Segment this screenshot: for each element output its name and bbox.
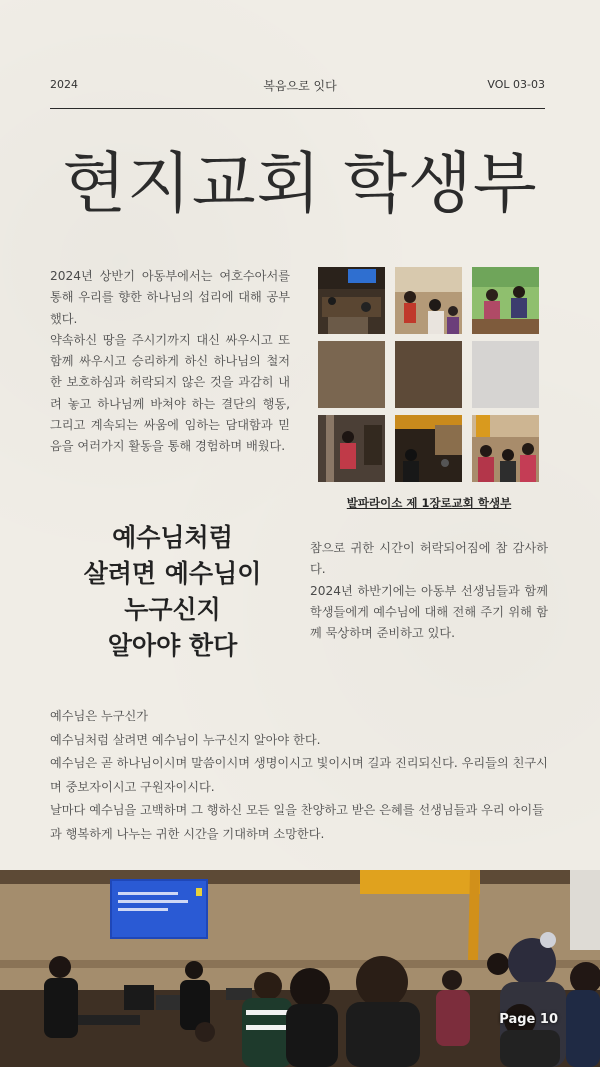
quote-line: 알아야 한다 [107,631,238,660]
right-paragraph-2: 2024년 하반기에는 아동부 선생님들과 함께 학생들에게 예수님에 대해 전해 주기 위해 함께 묵상하며 준비하고 있다. [310,583,548,641]
right-paragraph-1: 참으로 귀한 시간이 허락되어짐에 참 감사하다. [310,541,548,577]
quote-line: 누구신지 [124,595,221,624]
header-divider [50,108,545,109]
photo-caption: 발파라이소 제 1장로교회 학생부 [346,496,512,510]
quote-line: 살려면 예수님이 [83,559,262,588]
worship-photo [0,870,600,1067]
body-line-1: 예수님은 누구신가 [50,709,149,723]
page-number: Page 10 [499,1012,558,1027]
pull-quote [60,520,285,664]
color-swatch-1 [318,341,385,408]
body-line-3: 예수님은 곧 하나님이시며 말씀이시며 생명이시고 빛이시며 길과 진리되신다. 우리들의 친구시며 중보자이시고 구원자이시다. [50,756,548,794]
collage-photo-classroom [318,267,385,334]
color-swatch-3 [472,341,539,408]
right-column-text [310,538,548,644]
header-slogan: 복음으로 잇다 [263,79,337,93]
quote-line: 예수님처럼 [112,523,233,552]
intro-paragraph-1: 2024년 상반기 아동부에서는 여호수아서를 통해 우리를 향한 하나님의 섭리에 대해 공부했다. [50,269,290,326]
collage-photo-group [395,267,462,334]
body-text [50,705,550,847]
header-year: 2024 [50,78,78,91]
body-line-2: 예수님처럼 살려면 예수님이 누구신지 알아야 한다. [50,732,321,747]
header-volume: VOL 03-03 [487,78,545,91]
color-swatch-2 [395,341,462,408]
collage-photo-craft [472,267,539,334]
page-title: 현지교회 학생부 [62,145,538,222]
intro-paragraph-2: 약속하신 땅을 주시기까지 대신 싸우시고 또 함께 싸우시고 승리하게 하신 하나님의 철저한 보호하심과 허락되지 않은 것을 과감히 내려 놓고 하나님께 바쳐야 하는 결단의 행동, 그리고 계속되는 싸움에 임하는 담대함과 믿음을 여러가지 활동을 통해 경험하며 배웠다. [50,332,290,454]
intro-text [50,266,290,458]
body-line-4: 날마다 예수님을 고백하며 그 행하신 모든 일을 찬양하고 받은 은혜를 선생님들과 우리 아이들과 행복하게 나누는 귀한 시간을 기대하며 소망한다. [50,803,544,841]
collage-photo-circle [472,415,539,482]
collage-photo-teacher [318,415,385,482]
collage-photo-hall [395,415,462,482]
